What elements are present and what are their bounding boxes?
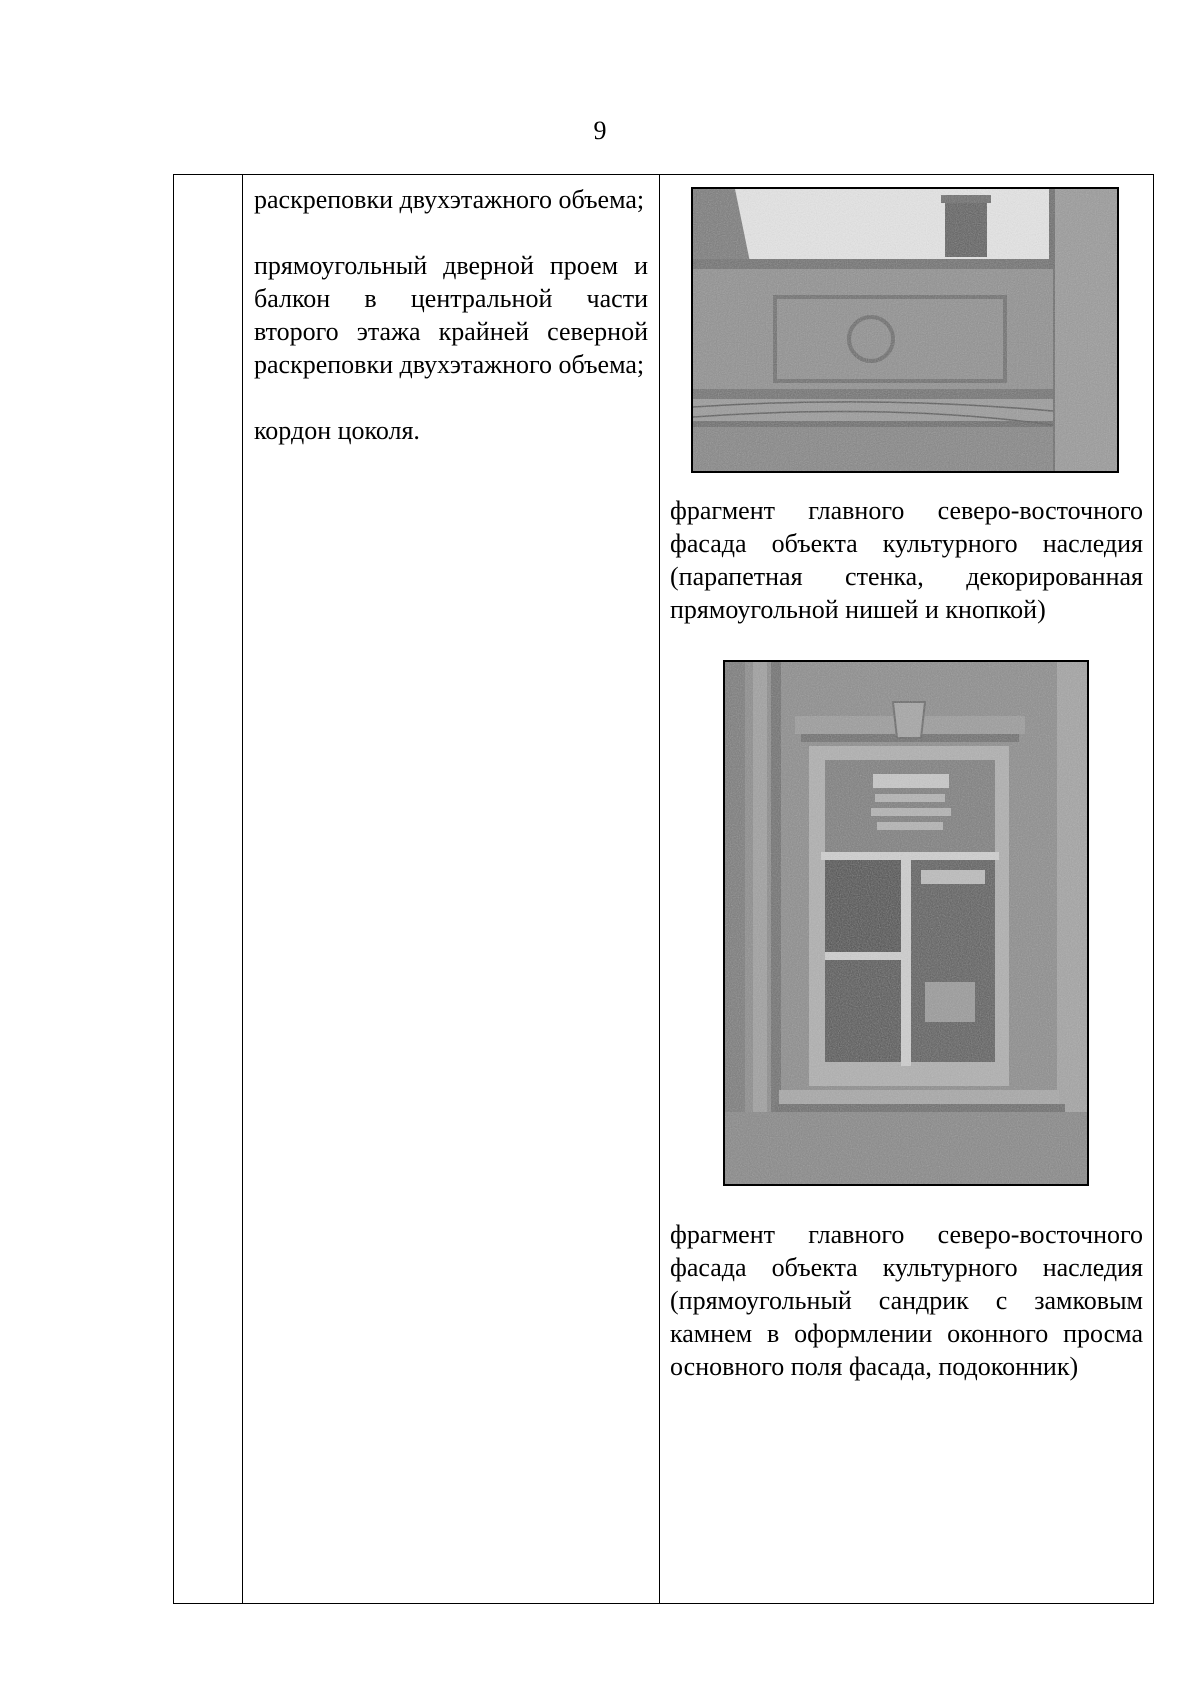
page-number: 9 xyxy=(593,116,607,145)
images-cell xyxy=(660,175,1154,1604)
figure-2-caption: фрагмент главного северо-восточного фасада объекта культурного наследия (прямоугольный сандрик с замковым камнем в оформлении оконного просма основного поля фасада, подоконник) xyxy=(670,1220,1143,1381)
number-cell xyxy=(174,175,243,1604)
parapet-photo xyxy=(691,187,1119,473)
paragraph-3: кордон цоколя. xyxy=(254,416,420,445)
window-photo xyxy=(723,660,1089,1186)
description-cell xyxy=(243,175,660,1604)
figure-1-caption: фрагмент главного северо-восточного фасада объекта культурного наследия (парапетная стенка, декорированная прямоугольной нишей и кнопкой) xyxy=(670,496,1143,624)
paragraph-2: прямоугольный дверной проем и балкон в центральной части второго этажа крайней северной раскреповки двухэтажного объема; xyxy=(254,251,648,379)
parapet-photo-image xyxy=(693,189,1117,471)
content-table xyxy=(173,174,1154,1604)
paragraph-1: раскреповки двухэтажного объема; xyxy=(254,185,645,214)
table-row xyxy=(174,175,1154,1604)
window-photo-image xyxy=(725,662,1087,1184)
